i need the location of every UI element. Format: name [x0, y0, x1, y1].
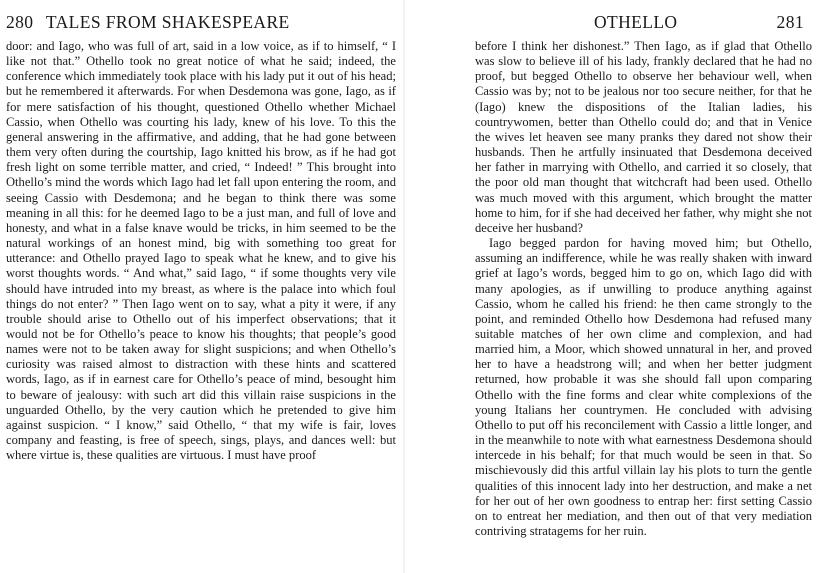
right-running-head	[404, 10, 808, 34]
left-running-title: TALES FROM SHAKESPEARE	[45, 12, 290, 32]
right-page	[404, 0, 816, 573]
right-running-title: OTHELLO	[594, 12, 678, 32]
right-paragraph-1: before I think her dishonest.” Then Iago, as if glad that Othello was slow to believe ill of his lady, frankly declared that he had no proof, but begged Othello to observe her behaviour well, when Cassio was by; not to be jealous nor too secure neither, for that he (Iago) knew the dispositions of the Italian ladies, his countrywomen, better than Othello could do; and that in Venice the wives let heaven see many pranks they dared not show their husbands. Then he artfully insinuated that Desdemona deceived her father in marrying with Othello, and carried it so closely, that the poor old man thought that witchcraft had been used. Othello was much moved with this argument, which brought the matter home to him, for if she had deceived her father, why might she not deceive her husband?	[475, 39, 812, 235]
right-body-text	[475, 39, 812, 539]
left-page-number: 280	[6, 12, 34, 32]
left-body-text	[6, 39, 396, 463]
right-page-number: 281	[776, 12, 804, 32]
left-running-head	[6, 10, 394, 34]
left-paragraph-1: door: and Iago, who was full of art, said in a low voice, as if to himself, “ I like not that.” Othello took no great notice of what he said; indeed, the conference which immediately took place with his lady put it out of his head; but he remembered it afterwards. For when Desdemona was gone, Iago, as if for mere satisfaction of his thought, questioned Othello whether Michael Cassio, when Othello was courting his lady, knew of his love. To this the general answering in the affirmative, and adding, that he had gone between them very often during the courtship, Iago knitted his brow, as if he had got fresh light on some terrible matter, and cried, “ Indeed! ” This brought into Othello’s mind the words which Iago had let fall upon entering the room, and seeing Cassio with Desdemona; and he began to think there was some meaning in all this: for he deemed Iago to be a just man, and full of love and honesty, and what in a false knave would be tricks, in him seemed to be the natural workings of an honest mind, big with something too great for utterance: and Othello prayed Iago to speak what he knew, and to give his worst thoughts words. “ And what,” said Iago, “ if some thoughts very vile should have intruded into my breast, as where is the palace into which foul things do not enter? ” Then Iago went on to say, what a pity it were, if any trouble should arise to Othello out of his imperfect observations; that it would not be for Othello’s peace to know his thoughts; that people’s good names were not to be taken away for slight suspicions; and when Othello’s curiosity was raised almost to distraction with these hints and scattered words, Iago, as if in earnest care for Othello’s peace of mind, besought him to beware of jealousy: with such art did this villain raise suspicions in the unguarded Othello, by the very caution which he pretended to give him against suspicion. “ I know,” said Othello, “ that my wife is fair, loves company and feasting, is free of speech, sings, plays, and dances well: but where virtue is, these qualities are virtuous. I must have proof	[6, 39, 396, 463]
left-page	[0, 0, 404, 573]
right-paragraph-2: Iago begged pardon for having moved him; but Othello, assuming an indifference, while he was really shaken with inward grief at Iago’s words, begged him to go on, which Iago did with many apologies, as if unwilling to produce anything against Cassio, whom he called his friend: he then came strongly to the point, and reminded Othello how Desdemona had refused many suitable matches of her own clime and complexion, and had married him, a Moor, which showed unnatural in her, and proved her to have a headstrong will; and when her better judgment returned, how probable it was she should fall upon comparing Othello with the fine forms and clear white complexions of the young Italians her countrymen. He concluded with advising Othello to put off his reconcilement with Cassio a little longer, and in the meanwhile to note with what earnestness Desdemona should intercede in his behalf; for that much would be seen in that. So mischievously did this artful villain lay his plots to turn the gentle qualities of this innocent lady into her destruction, and make a net for her out of her own goodness to entrap her: first setting Cassio on to entreat her mediation, and then out of that very mediation contriving stratagems for her ruin.	[475, 236, 812, 538]
